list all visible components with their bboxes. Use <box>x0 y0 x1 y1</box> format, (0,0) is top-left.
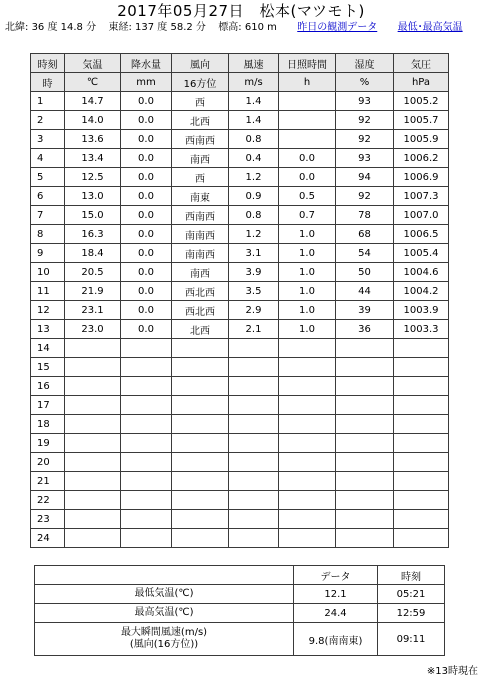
cell-temperature <box>65 510 121 529</box>
cell-sunshine <box>279 92 336 111</box>
cell-time: 10 <box>31 263 65 282</box>
cell-time: 1 <box>31 92 65 111</box>
table-row <box>31 377 449 396</box>
cell-humidity: 36 <box>336 320 394 339</box>
cell-precipitation <box>121 491 172 510</box>
cell-wind-direction <box>172 510 229 529</box>
cell-sunshine <box>279 434 336 453</box>
cell-precipitation: 0.0 <box>121 92 172 111</box>
cell-pressure <box>394 396 449 415</box>
cell-pressure <box>394 339 449 358</box>
cell-pressure: 1004.2 <box>394 282 449 301</box>
cell-wind-speed: 3.1 <box>229 244 279 263</box>
cell-time: 12 <box>31 301 65 320</box>
cell-temperature: 21.9 <box>65 282 121 301</box>
header-temperature: 気温 <box>65 54 121 73</box>
cell-wind-speed <box>229 415 279 434</box>
cell-wind-direction <box>172 491 229 510</box>
table-row <box>31 301 449 320</box>
table-row <box>31 510 449 529</box>
cell-wind-direction: 南西 <box>172 149 229 168</box>
header-wind-direction: 16方位 <box>172 73 229 92</box>
cell-wind-direction: 西 <box>172 168 229 187</box>
cell-wind-speed: 3.5 <box>229 282 279 301</box>
header-precipitation: 降水量 <box>121 54 172 73</box>
cell-temperature: 13.4 <box>65 149 121 168</box>
header-sunshine: h <box>279 73 336 92</box>
cell-time: 2 <box>31 111 65 130</box>
cell-sunshine <box>279 453 336 472</box>
table-row <box>31 225 449 244</box>
summary-row <box>35 604 445 623</box>
cell-precipitation <box>121 453 172 472</box>
cell-temperature: 23.0 <box>65 320 121 339</box>
cell-time: 18 <box>31 415 65 434</box>
table-row <box>31 358 449 377</box>
cell-temperature <box>65 453 121 472</box>
cell-sunshine <box>279 358 336 377</box>
cell-wind-speed: 2.1 <box>229 320 279 339</box>
cell-time: 7 <box>31 206 65 225</box>
cell-wind-speed <box>229 434 279 453</box>
cell-time: 20 <box>31 453 65 472</box>
cell-wind-speed <box>229 529 279 548</box>
table-row <box>31 282 449 301</box>
cell-humidity: 78 <box>336 206 394 225</box>
cell-sunshine: 0.5 <box>279 187 336 206</box>
cell-pressure: 1006.5 <box>394 225 449 244</box>
cell-wind-speed <box>229 358 279 377</box>
cell-time: 6 <box>31 187 65 206</box>
summary-header-row <box>35 566 445 585</box>
cell-humidity <box>336 472 394 491</box>
cell-temperature <box>65 529 121 548</box>
cell-humidity: 44 <box>336 282 394 301</box>
cell-humidity <box>336 491 394 510</box>
cell-pressure <box>394 358 449 377</box>
summary-value: 12.1 <box>294 585 378 604</box>
cell-precipitation <box>121 472 172 491</box>
cell-humidity <box>336 377 394 396</box>
cell-temperature <box>65 491 121 510</box>
cell-temperature <box>65 339 121 358</box>
cell-wind-speed <box>229 377 279 396</box>
cell-wind-direction <box>172 377 229 396</box>
cell-wind-direction: 西 <box>172 92 229 111</box>
longitude-label: 東経: <box>108 22 132 33</box>
header-wind-speed: m/s <box>229 73 279 92</box>
cell-temperature: 20.5 <box>65 263 121 282</box>
cell-sunshine: 1.0 <box>279 282 336 301</box>
cell-wind-direction: 南東 <box>172 187 229 206</box>
cell-precipitation <box>121 339 172 358</box>
header-humidity: 湿度 <box>336 54 394 73</box>
cell-sunshine <box>279 510 336 529</box>
cell-pressure: 1007.0 <box>394 206 449 225</box>
cell-precipitation <box>121 529 172 548</box>
summary-row <box>35 585 445 604</box>
table-row <box>31 320 449 339</box>
cell-precipitation: 0.0 <box>121 149 172 168</box>
cell-wind-speed: 1.4 <box>229 92 279 111</box>
cell-sunshine: 1.0 <box>279 263 336 282</box>
cell-wind-direction <box>172 434 229 453</box>
cell-wind-direction: 北西 <box>172 320 229 339</box>
cell-sunshine <box>279 415 336 434</box>
cell-humidity: 93 <box>336 92 394 111</box>
cell-humidity <box>336 453 394 472</box>
cell-wind-speed <box>229 339 279 358</box>
table-row <box>31 434 449 453</box>
station-info <box>5 22 481 34</box>
cell-time: 16 <box>31 377 65 396</box>
table-row <box>31 529 449 548</box>
cell-pressure: 1006.2 <box>394 149 449 168</box>
cell-precipitation: 0.0 <box>121 244 172 263</box>
cell-temperature <box>65 358 121 377</box>
cell-time: 22 <box>31 491 65 510</box>
cell-sunshine: 0.0 <box>279 149 336 168</box>
latitude-label: 北緯: <box>5 22 29 33</box>
cell-temperature: 12.5 <box>65 168 121 187</box>
table-row <box>31 92 449 111</box>
cell-humidity: 68 <box>336 225 394 244</box>
cell-time: 9 <box>31 244 65 263</box>
cell-temperature: 13.6 <box>65 130 121 149</box>
cell-precipitation: 0.0 <box>121 263 172 282</box>
cell-pressure <box>394 491 449 510</box>
table-row <box>31 396 449 415</box>
cell-precipitation: 0.0 <box>121 301 172 320</box>
cell-temperature: 14.7 <box>65 92 121 111</box>
cell-time: 15 <box>31 358 65 377</box>
cell-pressure: 1004.6 <box>394 263 449 282</box>
cell-sunshine <box>279 472 336 491</box>
cell-temperature: 15.0 <box>65 206 121 225</box>
cell-temperature: 16.3 <box>65 225 121 244</box>
cell-humidity <box>336 339 394 358</box>
cell-time: 11 <box>31 282 65 301</box>
cell-temperature: 13.0 <box>65 187 121 206</box>
table-row <box>31 339 449 358</box>
cell-wind-direction <box>172 529 229 548</box>
page-title: 2017年05月27日 松本(マツモト) <box>117 2 365 20</box>
cell-time: 5 <box>31 168 65 187</box>
cell-time: 4 <box>31 149 65 168</box>
hourly-observation-table <box>30 53 449 548</box>
cell-wind-speed: 0.8 <box>229 130 279 149</box>
table-row <box>31 130 449 149</box>
cell-wind-speed <box>229 510 279 529</box>
table-row <box>31 263 449 282</box>
cell-wind-speed: 1.2 <box>229 168 279 187</box>
cell-pressure <box>394 434 449 453</box>
cell-wind-speed <box>229 396 279 415</box>
cell-wind-speed: 0.4 <box>229 149 279 168</box>
cell-wind-direction: 西北西 <box>172 282 229 301</box>
cell-precipitation: 0.0 <box>121 111 172 130</box>
longitude-value: 137 度 58.2 分 <box>135 22 206 33</box>
cell-time: 8 <box>31 225 65 244</box>
cell-sunshine <box>279 130 336 149</box>
cell-wind-direction <box>172 415 229 434</box>
cell-humidity: 92 <box>336 111 394 130</box>
cell-pressure: 1005.4 <box>394 244 449 263</box>
summary-label: 最低気温(℃) <box>35 585 294 604</box>
cell-wind-direction: 南西 <box>172 263 229 282</box>
cell-wind-speed: 0.8 <box>229 206 279 225</box>
cell-wind-speed: 1.4 <box>229 111 279 130</box>
cell-time: 17 <box>31 396 65 415</box>
cell-pressure: 1005.9 <box>394 130 449 149</box>
header-pressure: 気圧 <box>394 54 449 73</box>
current-time-note: ※13時現在 <box>426 666 478 677</box>
cell-sunshine <box>279 396 336 415</box>
cell-humidity: 39 <box>336 301 394 320</box>
summary-time: 12:59 <box>378 604 445 623</box>
header-time: 時 <box>31 73 65 92</box>
cell-humidity <box>336 529 394 548</box>
cell-temperature: 18.4 <box>65 244 121 263</box>
cell-precipitation: 0.0 <box>121 225 172 244</box>
table-header-row <box>31 54 449 73</box>
daily-summary-table <box>34 565 445 656</box>
cell-precipitation <box>121 377 172 396</box>
summary-header-data: データ <box>294 566 378 585</box>
cell-wind-speed <box>229 453 279 472</box>
cell-wind-direction <box>172 396 229 415</box>
cell-pressure <box>394 510 449 529</box>
cell-pressure: 1003.3 <box>394 320 449 339</box>
cell-pressure <box>394 377 449 396</box>
header-humidity: % <box>336 73 394 92</box>
cell-wind-direction: 北西 <box>172 111 229 130</box>
summary-header-time: 時刻 <box>378 566 445 585</box>
summary-value: 9.8(南南東) <box>294 623 378 656</box>
cell-time: 24 <box>31 529 65 548</box>
header-time: 時刻 <box>31 54 65 73</box>
cell-time: 14 <box>31 339 65 358</box>
cell-sunshine: 0.0 <box>279 168 336 187</box>
cell-pressure <box>394 529 449 548</box>
cell-temperature: 14.0 <box>65 111 121 130</box>
table-row <box>31 472 449 491</box>
cell-wind-direction: 南南西 <box>172 244 229 263</box>
cell-precipitation <box>121 396 172 415</box>
cell-wind-direction <box>172 339 229 358</box>
table-row <box>31 168 449 187</box>
cell-precipitation <box>121 358 172 377</box>
cell-sunshine: 1.0 <box>279 244 336 263</box>
cell-precipitation: 0.0 <box>121 130 172 149</box>
summary-time: 09:11 <box>378 623 445 656</box>
cell-pressure: 1007.3 <box>394 187 449 206</box>
cell-pressure: 1003.9 <box>394 301 449 320</box>
cell-precipitation: 0.0 <box>121 282 172 301</box>
cell-sunshine <box>279 529 336 548</box>
cell-humidity <box>336 358 394 377</box>
summary-label: 最大瞬間風速(m/s) (風向(16方位)) <box>35 623 294 656</box>
table-header-row <box>31 73 449 92</box>
header-precipitation: mm <box>121 73 172 92</box>
cell-temperature <box>65 472 121 491</box>
yesterday-data-link[interactable]: 昨日の観測データ <box>297 22 378 33</box>
cell-humidity <box>336 396 394 415</box>
cell-wind-speed <box>229 491 279 510</box>
cell-precipitation: 0.0 <box>121 206 172 225</box>
table-row <box>31 244 449 263</box>
cell-humidity: 50 <box>336 263 394 282</box>
cell-wind-direction: 南南西 <box>172 225 229 244</box>
elevation-value: 610 m <box>244 22 277 33</box>
cell-wind-speed: 3.9 <box>229 263 279 282</box>
header-pressure: hPa <box>394 73 449 92</box>
cell-sunshine: 0.7 <box>279 206 336 225</box>
summary-label: 最高気温(℃) <box>35 604 294 623</box>
header-sunshine: 日照時間 <box>279 54 336 73</box>
min-max-temp-link[interactable]: 最低･最高気温 <box>397 22 463 33</box>
cell-time: 23 <box>31 510 65 529</box>
table-row <box>31 491 449 510</box>
cell-sunshine <box>279 339 336 358</box>
cell-wind-direction: 西南西 <box>172 130 229 149</box>
cell-precipitation: 0.0 <box>121 168 172 187</box>
table-row <box>31 187 449 206</box>
cell-wind-speed: 2.9 <box>229 301 279 320</box>
latitude-value: 36 度 14.8 分 <box>31 22 97 33</box>
cell-wind-direction: 西北西 <box>172 301 229 320</box>
header-wind-speed: 風速 <box>229 54 279 73</box>
cell-sunshine: 1.0 <box>279 301 336 320</box>
elevation-label: 標高: <box>218 22 242 33</box>
cell-temperature <box>65 415 121 434</box>
cell-precipitation <box>121 415 172 434</box>
cell-precipitation: 0.0 <box>121 320 172 339</box>
cell-pressure: 1005.2 <box>394 92 449 111</box>
header-temperature: ℃ <box>65 73 121 92</box>
cell-humidity: 93 <box>336 149 394 168</box>
cell-pressure: 1005.7 <box>394 111 449 130</box>
cell-time: 3 <box>31 130 65 149</box>
summary-header-blank <box>35 566 294 585</box>
summary-time: 05:21 <box>378 585 445 604</box>
cell-temperature: 23.1 <box>65 301 121 320</box>
cell-pressure <box>394 415 449 434</box>
cell-sunshine: 1.0 <box>279 225 336 244</box>
cell-time: 21 <box>31 472 65 491</box>
table-row <box>31 415 449 434</box>
table-row <box>31 111 449 130</box>
table-row <box>31 149 449 168</box>
cell-wind-direction <box>172 453 229 472</box>
cell-pressure <box>394 453 449 472</box>
cell-time: 19 <box>31 434 65 453</box>
cell-humidity: 94 <box>336 168 394 187</box>
header-wind-direction: 風向 <box>172 54 229 73</box>
cell-pressure <box>394 472 449 491</box>
table-row <box>31 453 449 472</box>
cell-wind-direction <box>172 358 229 377</box>
cell-sunshine <box>279 111 336 130</box>
cell-precipitation <box>121 434 172 453</box>
cell-pressure: 1006.9 <box>394 168 449 187</box>
cell-sunshine: 1.0 <box>279 320 336 339</box>
cell-sunshine <box>279 377 336 396</box>
cell-wind-speed: 0.9 <box>229 187 279 206</box>
cell-time: 13 <box>31 320 65 339</box>
cell-wind-speed <box>229 472 279 491</box>
cell-humidity <box>336 434 394 453</box>
cell-humidity <box>336 415 394 434</box>
cell-humidity <box>336 510 394 529</box>
cell-humidity: 92 <box>336 130 394 149</box>
summary-value: 24.4 <box>294 604 378 623</box>
cell-temperature <box>65 377 121 396</box>
cell-wind-direction <box>172 472 229 491</box>
summary-row <box>35 623 445 656</box>
cell-precipitation: 0.0 <box>121 187 172 206</box>
cell-temperature <box>65 396 121 415</box>
cell-wind-direction: 西南西 <box>172 206 229 225</box>
cell-temperature <box>65 434 121 453</box>
cell-humidity: 54 <box>336 244 394 263</box>
cell-wind-speed: 1.2 <box>229 225 279 244</box>
table-row <box>31 206 449 225</box>
cell-sunshine <box>279 491 336 510</box>
cell-humidity: 92 <box>336 187 394 206</box>
cell-precipitation <box>121 510 172 529</box>
